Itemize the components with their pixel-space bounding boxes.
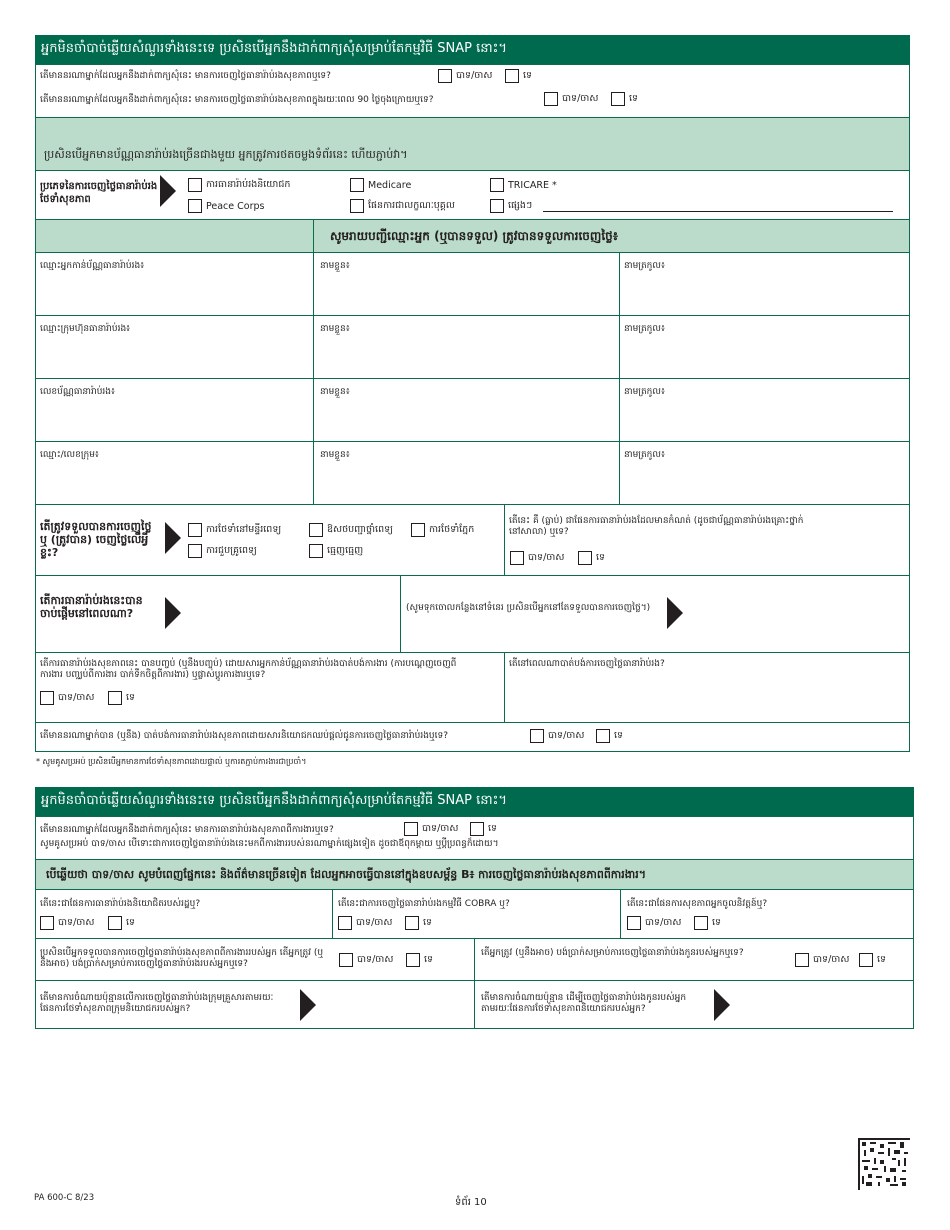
- checkbox[interactable]: [40, 691, 54, 705]
- ended-no-option[interactable]: ទេ: [108, 691, 135, 705]
- checkbox[interactable]: [404, 822, 418, 836]
- type-other[interactable]: ផ្សេងៗ: [490, 199, 532, 213]
- last-name-label: នាមត្រកូល៖: [624, 387, 665, 397]
- policy-number-label: លេខប័ណ្ណធានារ៉ាប់រង៖: [40, 387, 115, 397]
- checkbox[interactable]: [350, 199, 364, 213]
- appendix-band: [36, 859, 913, 890]
- arrow-right-icon: [160, 175, 176, 207]
- checkbox[interactable]: [188, 523, 202, 537]
- section-1-header: [35, 35, 910, 64]
- family-cost-question: តើមានការចំណាយប៉ុន្មានលើការចេញថ្លៃធានារ៉ាប់រងក្រុមគ្រួសារតាមរយៈផែនការថែទាំសុខភាពក្រុមនិយោជករបស់អ្នក?: [40, 993, 274, 1014]
- limited-yes-option[interactable]: បាទ/ចាស: [510, 551, 564, 565]
- checkbox[interactable]: [339, 953, 353, 967]
- cov-vision[interactable]: ការថែទាំភ្នែក: [411, 523, 474, 537]
- first-name-label: នាមខ្លួន៖: [320, 387, 350, 397]
- q2-yes-option[interactable]: បាទ/ចាស: [544, 92, 598, 106]
- divider: [504, 652, 505, 722]
- cov-dental[interactable]: ធ្មេញធ្មេញ: [309, 544, 363, 558]
- q2-no-option[interactable]: ទេ: [611, 92, 638, 106]
- employer-no-option[interactable]: ទេ: [596, 729, 623, 743]
- names-header-text: សូមរាយបញ្ជីឈ្មោះអ្នក (ឬបានទទួល) ត្រូវបានទទួលការចេញថ្លៃ៖: [330, 229, 619, 243]
- cov-hospital[interactable]: ការថែទាំនៅមន្ទីរពេទ្យ: [188, 523, 281, 537]
- checkbox[interactable]: [694, 916, 708, 930]
- arrow-right-icon: [714, 989, 730, 1021]
- start-date-label: តើការធានារ៉ាប់រងនេះបានចាប់ផ្ដើមនៅពេលណា?: [40, 594, 143, 620]
- limited-no-option[interactable]: ទេ: [578, 551, 605, 565]
- checkbox[interactable]: [108, 691, 122, 705]
- start-date-note: (សូមទុកចោលកន្លែងនៅទំនេរ ប្រសិនបើអ្នកនៅតែទទួលបានការចេញថ្លៃ។): [406, 603, 651, 613]
- checkbox[interactable]: [438, 69, 452, 83]
- cov-prescription[interactable]: ឱសថបញ្ជាថ្នាំពេទ្យ: [309, 523, 393, 537]
- multiple-cards-text: ប្រសិនបើអ្នកមានប័ណ្ណធានារ៉ាប់រងច្រើនជាងមួយ អ្នកត្រូវការថតចម្លងទំព័រនេះ ហើយភ្ជាប់វា។: [44, 148, 408, 161]
- type-tricare[interactable]: TRICARE *: [490, 178, 557, 192]
- arrow-right-icon: [165, 597, 181, 629]
- last-name-label: នាមត្រកូល៖: [624, 450, 665, 460]
- checkbox[interactable]: [40, 916, 54, 930]
- checkbox[interactable]: [544, 92, 558, 106]
- last-name-label: នាមត្រកូល៖: [624, 324, 665, 334]
- checkbox[interactable]: [490, 178, 504, 192]
- retiree-no-option[interactable]: ទេ: [694, 916, 721, 930]
- type-individual[interactable]: ផែនការជាលក្ខណៈបុគ្គល: [350, 199, 455, 213]
- end-date-question: តើនៅពេលណាបាត់បង់ការចេញថ្លៃធានារ៉ាប់រង?: [509, 659, 665, 669]
- qr-code-icon: [858, 1138, 910, 1190]
- checkbox[interactable]: [470, 822, 484, 836]
- checkbox[interactable]: [505, 69, 519, 83]
- multiple-cards-band: [36, 117, 909, 171]
- checkbox[interactable]: [309, 523, 323, 537]
- cobra-yes-option[interactable]: បាទ/ចាស: [338, 916, 392, 930]
- checkbox[interactable]: [309, 544, 323, 558]
- other-type-input[interactable]: [543, 211, 893, 212]
- q1-yes-option[interactable]: បាទ/ចាស: [438, 69, 492, 83]
- section-2-header-text: អ្នកមិនចាំបាច់ឆ្លើយសំណួរទាំងនេះទេ ប្រសិនបើអ្នកនឹងដាក់ពាក្យសុំសម្រាប់តែកម្មវិធី SNAP នោះ។: [35, 787, 914, 816]
- q1-no-option[interactable]: ទេ: [505, 69, 532, 83]
- policy-holder-name-label: ឈ្មោះអ្នកកាន់ប័ណ្ណធានារ៉ាប់រង៖: [40, 261, 145, 271]
- covered-services-label: តើត្រូវទទួលបានការចេញថ្លៃ ឬ (ត្រូវបាន) ចេញថ្លៃលើអ្វីខ្លះ?: [40, 520, 152, 559]
- checkbox[interactable]: [411, 523, 425, 537]
- checkbox[interactable]: [611, 92, 625, 106]
- coverage-type-label: ប្រភេទនៃការចេញថ្លៃធានារ៉ាប់រងថែទាំសុខភាព: [40, 181, 158, 205]
- child-cost-question: តើមានការចំណាយប៉ុន្មាន ដើម្បីចេញថ្លៃធានារ៉ាប់រងកូនរបស់អ្នកតាមរយៈផែនការថែទាំសុខភាពនិយោជករបស់អ្នក?: [481, 993, 687, 1014]
- retiree-yes-option[interactable]: បាទ/ចាស: [627, 916, 681, 930]
- checkbox[interactable]: [530, 729, 544, 743]
- section-1-header-text: អ្នកមិនចាំបាច់ឆ្លើយសំណួរទាំងនេះទេ ប្រសិនបើអ្នកនឹងដាក់ពាក្យសុំសម្រាប់តែកម្មវិធី SNAP នោះ។: [35, 35, 910, 64]
- pay-own-no-option[interactable]: ទេ: [406, 953, 433, 967]
- retiree-question: តើនេះជាផែនការសុខភាពអ្នកចូលនិវត្តន៍ឬ?: [627, 899, 768, 909]
- job-no-option[interactable]: ទេ: [470, 822, 497, 836]
- job-insurance-note: សូមគូសប្រអប់ បាទ/ចាស បើទោះជាការចេញថ្លៃធានារ៉ាប់រងនេះមកពីការងាររបស់នរណាម្នាក់ផ្សេងទៀត ដូចជាឪពុកម្ដាយ ឬប្ដីប្រពន្ធក៏ដោយ។: [40, 839, 499, 849]
- type-peace-corps[interactable]: Peace Corps: [188, 199, 264, 213]
- pay-child-no-option[interactable]: ទេ: [859, 953, 886, 967]
- checkbox[interactable]: [405, 916, 419, 930]
- pay-child-yes-option[interactable]: បាទ/ចាស: [795, 953, 849, 967]
- checkbox[interactable]: [627, 916, 641, 930]
- pay-own-question: ប្រសិនបើអ្នកទទួលបានការចេញថ្លៃធានារ៉ាប់រងសុខភាពពីការងាររបស់អ្នក តើអ្នកត្រូវ (ឬនឹងអាច) បង់ប្រាក់សម្រាប់ការចេញថ្លៃធានារ៉ាប់រងរបស់អ្នកឬទេ?: [40, 948, 324, 969]
- names-table: [36, 253, 909, 505]
- footnote: * សូមគូសប្រអប់ ប្រសិនបើអ្នកមានការថែទាំសុខភាពដោយផ្ទាល់ ឬការតភ្ជាប់ការងារជាប្រចាំ។: [36, 757, 307, 766]
- first-name-label: នាមខ្លួន៖: [320, 261, 350, 271]
- job-insurance-question: តើមាននរណាម្នាក់ដែលអ្នកនឹងដាក់ពាក្យសុំនេះ មានការធានារ៉ាប់រងសុខភាពពីការងារឬទេ?: [40, 825, 334, 835]
- pay-child-question: តើអ្នកត្រូវ (ឬនឹងអាច) បង់ប្រាក់សម្រាប់ការចេញថ្លៃធានារ៉ាប់រងកូនរបស់អ្នកឬទេ?: [481, 948, 744, 958]
- company-name-label: ឈ្មោះក្រុមហ៊ុនធានារ៉ាប់រង៖: [40, 324, 131, 334]
- checkbox[interactable]: [596, 729, 610, 743]
- group-number-label: ឈ្មោះ/លេខក្រុម៖: [40, 450, 99, 460]
- checkbox[interactable]: [406, 953, 420, 967]
- state-no-option[interactable]: ទេ: [108, 916, 135, 930]
- checkbox[interactable]: [338, 916, 352, 930]
- arrow-right-icon: [165, 522, 181, 554]
- employer-yes-option[interactable]: បាទ/ចាស: [530, 729, 584, 743]
- page-number: ទំព័រ 10: [455, 1197, 487, 1208]
- cobra-no-option[interactable]: ទេ: [405, 916, 432, 930]
- first-name-label: នាមខ្លួន៖: [320, 324, 350, 334]
- state-yes-option[interactable]: បាទ/ចាស: [40, 916, 94, 930]
- appendix-band-text: បើឆ្លើយថា បាទ/ចាស សូមបំពេញផ្នែកនេះ និងព័ត៌មានច្រើនទៀត ដែលអ្នកអាចធ្វើបាននៅក្នុងឧបសម្ព័ន្ធ B៖ ការចេញថ្លៃធានារ៉ាប់រងសុខភាពពីការងារ។: [46, 868, 646, 881]
- checkbox[interactable]: [490, 199, 504, 213]
- checkbox[interactable]: [188, 199, 202, 213]
- checkbox[interactable]: [350, 178, 364, 192]
- ended-yes-option[interactable]: បាទ/ចាស: [40, 691, 94, 705]
- divider: [504, 505, 505, 575]
- cobra-question: តើនេះជាការចេញថ្លៃធានារ៉ាប់រងកម្មវិធី COBRA ឬ?: [338, 899, 510, 909]
- limited-plan-question: តើនេះ គឺ (ធ្លាប់) ជាផែនការធានារ៉ាប់រងដែលមានកំណត់ (ដូចជាប័ណ្ណធានារ៉ាប់រងគ្រោះថ្នាក់នៅសាលា) ឬទេ?: [509, 516, 804, 537]
- checkbox[interactable]: [510, 551, 524, 565]
- section-2-header: [35, 787, 910, 816]
- first-name-label: នាមខ្លួន៖: [320, 450, 350, 460]
- employer-stopped-question: តើមាននរណាម្នាក់បាន (ឬនឹង) បាត់បង់ការធានារ៉ាប់រងសុខភាពដោយសារនិយោជកឈប់ផ្តល់ជូនការចេញថ្លៃធានារ៉ាប់រងឬទេ?: [40, 731, 448, 741]
- divider: [400, 575, 401, 652]
- coverage-ended-question: តើការធានារ៉ាប់រងសុខភាពនេះ បានបញ្ចប់ (ឬនឹងបញ្ចប់) ដោយសារអ្នកកាន់ប័ណ្ណធានារ៉ាប់រងបាត់បង់ការងារ (ការបណ្ដេញចេញពីការងារ បញ្ឈប់ពីការងារ បាក់ទឹកចិត្តពីការងារ) ឬផ្លាស់ប្តូរការងារឬទេ?: [40, 659, 457, 680]
- question-had-insurance-90-days: តើមាននរណាម្នាក់ដែលអ្នកនឹងដាក់ពាក្យសុំនេះ មានការចេញថ្លៃធានារ៉ាប់រងសុខភាពក្នុងរយៈពេល 90 ថ្ងៃចុងក្រោយឬទេ?: [40, 95, 434, 105]
- type-medicare[interactable]: Medicare: [350, 178, 411, 192]
- checkbox[interactable]: [578, 551, 592, 565]
- job-yes-option[interactable]: បាទ/ចាស: [404, 822, 458, 836]
- arrow-right-icon: [300, 989, 316, 1021]
- arrow-right-icon: [667, 597, 683, 629]
- state-plan-question: តើនេះជាផែនការធានារ៉ាប់រងនិយោជិតរបស់រដ្ឋឬ?: [40, 899, 201, 909]
- checkbox[interactable]: [108, 916, 122, 930]
- checkbox[interactable]: [188, 544, 202, 558]
- type-employer[interactable]: ការធានារ៉ាប់រងនិយោជក: [188, 178, 290, 192]
- last-name-label: នាមត្រកូល៖: [624, 261, 665, 271]
- form-id: PA 600-C 8/23: [34, 1193, 95, 1203]
- checkbox[interactable]: [188, 178, 202, 192]
- checkbox[interactable]: [859, 953, 873, 967]
- cov-doctor[interactable]: ការជួបគ្រូពេទ្យ: [188, 544, 257, 558]
- checkbox[interactable]: [795, 953, 809, 967]
- question-has-insurance: តើមាននរណាម្នាក់ដែលអ្នកនឹងដាក់ពាក្យសុំនេះ មានការចេញថ្លៃធានារ៉ាប់រងសុខភាពឬទេ?: [40, 71, 331, 81]
- pay-own-yes-option[interactable]: បាទ/ចាស: [339, 953, 393, 967]
